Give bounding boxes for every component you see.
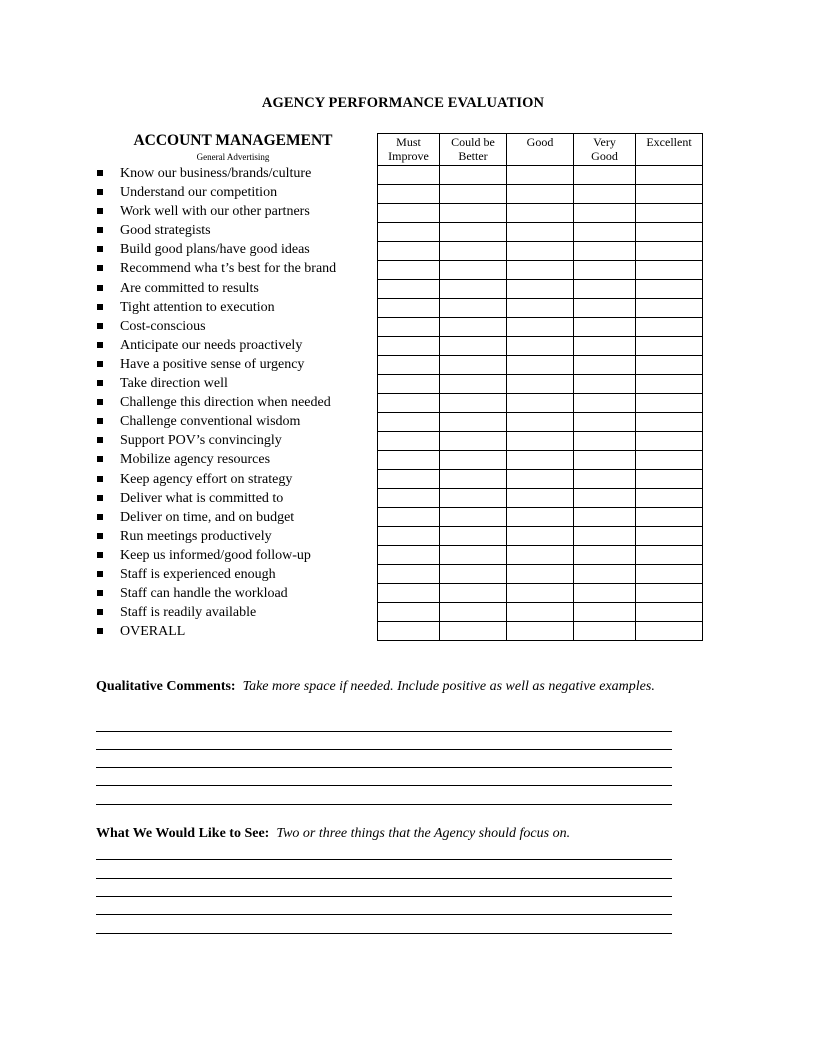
rating-row xyxy=(378,242,703,261)
rating-cell[interactable] xyxy=(636,242,703,261)
rating-cell[interactable] xyxy=(440,166,507,185)
rating-cell[interactable] xyxy=(440,565,507,584)
rating-cell[interactable] xyxy=(378,546,440,565)
rating-row xyxy=(378,261,703,280)
rating-row xyxy=(378,204,703,223)
rating-cell[interactable] xyxy=(507,603,574,622)
criteria-item xyxy=(96,508,376,527)
rating-cell[interactable] xyxy=(636,508,703,527)
criteria-item xyxy=(96,279,376,298)
rating-cell[interactable] xyxy=(440,432,507,451)
bullet-icon xyxy=(97,189,103,195)
rating-cell[interactable] xyxy=(378,413,440,432)
rating-row xyxy=(378,470,703,489)
rating-column-label-line1: Good xyxy=(526,135,554,149)
criteria-item xyxy=(96,164,376,183)
rating-cell[interactable] xyxy=(507,356,574,375)
criteria-item xyxy=(96,584,376,603)
rating-cell[interactable] xyxy=(378,356,440,375)
criteria-label: Know our business/brands/culture xyxy=(120,166,312,181)
criteria-label: Keep agency effort on strategy xyxy=(120,471,293,487)
criteria-label: Are committed to results xyxy=(120,280,259,296)
qualitative-instruction: Take more space if needed. Include positive as well as negative examples. xyxy=(242,679,655,694)
rating-cell[interactable] xyxy=(507,261,574,280)
rating-cell[interactable] xyxy=(574,546,636,565)
rating-row xyxy=(378,508,703,527)
bullet-icon xyxy=(97,399,103,405)
rating-cell[interactable] xyxy=(636,394,703,413)
rating-cell[interactable] xyxy=(574,451,636,470)
rating-cell[interactable] xyxy=(440,508,507,527)
rating-cell[interactable] xyxy=(574,432,636,451)
rating-cell[interactable] xyxy=(636,546,703,565)
rating-cell[interactable] xyxy=(440,489,507,508)
rating-cell[interactable] xyxy=(507,166,574,185)
rating-cell[interactable] xyxy=(440,223,507,242)
rating-cell[interactable] xyxy=(507,527,574,546)
bullet-icon xyxy=(97,323,103,329)
rating-cell[interactable] xyxy=(378,584,440,603)
rating-cell[interactable] xyxy=(636,470,703,489)
rating-cell[interactable] xyxy=(574,204,636,223)
criteria-label: Build good plans/have good ideas xyxy=(120,242,310,258)
rating-row xyxy=(378,375,703,394)
bullet-icon xyxy=(97,361,103,367)
rating-cell[interactable] xyxy=(378,223,440,242)
rating-column-label-line1: Could be xyxy=(451,135,495,149)
bullet-icon xyxy=(97,533,103,539)
rating-cell[interactable] xyxy=(507,299,574,318)
rating-cell[interactable] xyxy=(440,603,507,622)
rating-cell[interactable] xyxy=(574,394,636,413)
criteria-label: Good strategists xyxy=(120,223,211,239)
bullet-icon xyxy=(97,571,103,577)
focus-line[interactable] xyxy=(96,933,672,934)
rating-row xyxy=(378,337,703,356)
comment-line[interactable] xyxy=(96,731,672,732)
rating-cell[interactable] xyxy=(440,470,507,489)
rating-cell[interactable] xyxy=(378,394,440,413)
rating-cell[interactable] xyxy=(440,280,507,299)
rating-cell[interactable] xyxy=(378,337,440,356)
rating-cell[interactable] xyxy=(378,204,440,223)
rating-cell[interactable] xyxy=(507,470,574,489)
rating-cell[interactable] xyxy=(507,451,574,470)
rating-cell[interactable] xyxy=(507,337,574,356)
rating-cell[interactable] xyxy=(440,451,507,470)
rating-cell[interactable] xyxy=(636,413,703,432)
criteria-label: Deliver what is committed to xyxy=(120,490,284,506)
rating-cell[interactable] xyxy=(574,622,636,641)
rating-cell[interactable] xyxy=(378,508,440,527)
bullet-icon xyxy=(97,265,103,271)
rating-cell[interactable] xyxy=(440,337,507,356)
rating-cell[interactable] xyxy=(574,584,636,603)
rating-cell[interactable] xyxy=(507,413,574,432)
rating-cell[interactable] xyxy=(440,546,507,565)
rating-cell[interactable] xyxy=(378,261,440,280)
criteria-item xyxy=(96,221,376,240)
rating-cell[interactable] xyxy=(378,565,440,584)
rating-cell[interactable] xyxy=(507,185,574,204)
rating-cell[interactable] xyxy=(636,261,703,280)
rating-cell[interactable] xyxy=(636,299,703,318)
criteria-item xyxy=(96,298,376,317)
rating-cell[interactable] xyxy=(636,318,703,337)
bullet-icon xyxy=(97,285,103,291)
bullet-icon xyxy=(97,380,103,386)
criteria-list xyxy=(96,164,376,641)
comment-line[interactable] xyxy=(96,804,672,805)
criteria-label: Mobilize agency resources xyxy=(120,452,271,468)
bullet-icon xyxy=(97,170,103,176)
rating-cell[interactable] xyxy=(440,413,507,432)
rating-cell[interactable] xyxy=(636,527,703,546)
rating-cell[interactable] xyxy=(378,242,440,261)
qualitative-comments xyxy=(96,678,686,696)
rating-row xyxy=(378,413,703,432)
rating-cell[interactable] xyxy=(574,603,636,622)
rating-cell[interactable] xyxy=(574,470,636,489)
rating-cell[interactable] xyxy=(507,318,574,337)
bullet-icon xyxy=(97,628,103,634)
criteria-label: Work well with our other partners xyxy=(120,204,310,220)
rating-cell[interactable] xyxy=(636,603,703,622)
rating-row xyxy=(378,280,703,299)
section-title: ACCOUNT MANAGEMENT xyxy=(133,132,333,149)
qualitative-label: Qualitative Comments: xyxy=(96,679,236,694)
comment-line[interactable] xyxy=(96,785,672,786)
rating-cell[interactable] xyxy=(636,565,703,584)
rating-cell[interactable] xyxy=(574,508,636,527)
rating-cell[interactable] xyxy=(574,299,636,318)
criteria-label: Challenge this direction when needed xyxy=(120,395,331,411)
criteria-item xyxy=(96,393,376,412)
rating-cell[interactable] xyxy=(440,394,507,413)
rating-column-label-line1: Very xyxy=(593,135,616,149)
rating-cell[interactable] xyxy=(378,451,440,470)
criteria-label: Staff is experienced enough xyxy=(120,566,276,582)
focus-line[interactable] xyxy=(96,859,672,860)
criteria-item xyxy=(96,489,376,508)
criteria-item xyxy=(96,431,376,450)
rating-cell[interactable] xyxy=(574,166,636,185)
see-instruction: Two or three things that the Agency should focus on. xyxy=(276,826,571,841)
criteria-label: Deliver on time, and on budget xyxy=(120,509,295,525)
bullet-icon xyxy=(97,590,103,596)
rating-cell[interactable] xyxy=(440,299,507,318)
comment-line[interactable] xyxy=(96,749,672,750)
rating-cell[interactable] xyxy=(507,394,574,413)
rating-column-header xyxy=(378,134,440,166)
rating-row xyxy=(378,432,703,451)
rating-cell[interactable] xyxy=(507,204,574,223)
rating-cell[interactable] xyxy=(636,223,703,242)
what-we-would-like-to-see xyxy=(96,825,716,843)
rating-cell[interactable] xyxy=(507,546,574,565)
criteria-label: Tight attention to execution xyxy=(120,299,275,315)
rating-cell[interactable] xyxy=(574,565,636,584)
rating-cell[interactable] xyxy=(378,185,440,204)
rating-cell[interactable] xyxy=(440,622,507,641)
rating-cell[interactable] xyxy=(440,375,507,394)
bullet-icon xyxy=(97,456,103,462)
criteria-label: Challenge conventional wisdom xyxy=(120,414,301,430)
rating-cell[interactable] xyxy=(636,185,703,204)
rating-row xyxy=(378,318,703,337)
see-label: What We Would Like to See: xyxy=(96,826,270,841)
rating-column-header xyxy=(574,134,636,166)
bullet-icon xyxy=(97,609,103,615)
criteria-item xyxy=(96,183,376,202)
rating-cell[interactable] xyxy=(378,527,440,546)
rating-row xyxy=(378,166,703,185)
bullet-icon xyxy=(97,437,103,443)
rating-header-row xyxy=(378,134,703,166)
rating-column-label-line2: Good xyxy=(591,149,618,163)
rating-cell[interactable] xyxy=(636,622,703,641)
criteria-label: Have a positive sense of urgency xyxy=(120,356,305,372)
criteria-label: Support POV’s convincingly xyxy=(120,433,282,449)
rating-cell[interactable] xyxy=(440,318,507,337)
rating-cell[interactable] xyxy=(574,318,636,337)
criteria-item xyxy=(96,412,376,431)
rating-cell[interactable] xyxy=(378,318,440,337)
rating-cell[interactable] xyxy=(507,584,574,603)
bullet-icon xyxy=(97,227,103,233)
rating-cell[interactable] xyxy=(574,261,636,280)
rating-cell[interactable] xyxy=(440,185,507,204)
rating-cell[interactable] xyxy=(378,166,440,185)
rating-column-header xyxy=(440,134,507,166)
rating-cell[interactable] xyxy=(440,584,507,603)
rating-cell[interactable] xyxy=(378,489,440,508)
rating-cell[interactable] xyxy=(440,242,507,261)
bullet-icon xyxy=(97,304,103,310)
rating-cell[interactable] xyxy=(636,280,703,299)
rating-cell[interactable] xyxy=(636,337,703,356)
rating-cell[interactable] xyxy=(440,204,507,223)
criteria-item xyxy=(96,450,376,469)
section-subtitle: General Advertising xyxy=(196,152,270,162)
rating-column-header xyxy=(507,134,574,166)
criteria-item xyxy=(96,603,376,622)
rating-cell[interactable] xyxy=(507,280,574,299)
rating-cell[interactable] xyxy=(636,166,703,185)
criteria-item xyxy=(96,546,376,565)
criteria-label: Anticipate our needs proactively xyxy=(120,337,303,353)
rating-cell[interactable] xyxy=(507,242,574,261)
criteria-label: Staff is readily available xyxy=(120,605,257,621)
rating-row xyxy=(378,185,703,204)
rating-cell[interactable] xyxy=(378,375,440,394)
bullet-icon xyxy=(97,476,103,482)
rating-column-label-line1: Excellent xyxy=(646,135,692,149)
rating-cell[interactable] xyxy=(440,356,507,375)
rating-cell[interactable] xyxy=(636,375,703,394)
rating-row xyxy=(378,394,703,413)
comment-line[interactable] xyxy=(96,767,672,768)
bullet-icon xyxy=(97,342,103,348)
rating-cell[interactable] xyxy=(574,223,636,242)
rating-cell[interactable] xyxy=(636,451,703,470)
bullet-icon xyxy=(97,514,103,520)
rating-row xyxy=(378,356,703,375)
rating-row xyxy=(378,223,703,242)
rating-row xyxy=(378,584,703,603)
criteria-item xyxy=(96,355,376,374)
criteria-item xyxy=(96,470,376,489)
rating-cell[interactable] xyxy=(574,356,636,375)
rating-cell[interactable] xyxy=(507,508,574,527)
rating-cell[interactable] xyxy=(574,242,636,261)
rating-row xyxy=(378,565,703,584)
rating-cell[interactable] xyxy=(574,413,636,432)
rating-cell[interactable] xyxy=(378,622,440,641)
rating-cell[interactable] xyxy=(574,280,636,299)
rating-cell[interactable] xyxy=(507,622,574,641)
rating-cell[interactable] xyxy=(574,185,636,204)
rating-cell[interactable] xyxy=(378,470,440,489)
criteria-item xyxy=(96,317,376,336)
rating-cell[interactable] xyxy=(378,432,440,451)
bullet-icon xyxy=(97,418,103,424)
focus-line[interactable] xyxy=(96,878,672,879)
rating-row xyxy=(378,451,703,470)
bullet-icon xyxy=(97,208,103,214)
bullet-icon xyxy=(97,246,103,252)
page-title: AGENCY PERFORMANCE EVALUATION xyxy=(261,95,545,111)
rating-column-label-line1: Must xyxy=(396,135,421,149)
criteria-label: Staff can handle the workload xyxy=(120,586,288,602)
rating-row xyxy=(378,546,703,565)
rating-row xyxy=(378,489,703,508)
criteria-label: Cost-conscious xyxy=(120,318,206,334)
rating-cell[interactable] xyxy=(636,584,703,603)
rating-row xyxy=(378,299,703,318)
rating-cell[interactable] xyxy=(378,280,440,299)
criteria-item xyxy=(96,240,376,259)
criteria-item xyxy=(96,565,376,584)
criteria-label: Recommend wha t’s best for the brand xyxy=(120,261,337,277)
criteria-item xyxy=(96,336,376,355)
rating-cell[interactable] xyxy=(574,337,636,356)
rating-cell[interactable] xyxy=(507,489,574,508)
criteria-item xyxy=(96,259,376,278)
rating-cell[interactable] xyxy=(440,527,507,546)
criteria-item xyxy=(96,374,376,393)
rating-cell[interactable] xyxy=(507,223,574,242)
rating-cell[interactable] xyxy=(378,299,440,318)
rating-column-label-line2: Improve xyxy=(388,149,429,163)
rating-column-label-line2: Better xyxy=(458,149,488,163)
criteria-label: Keep us informed/good follow-up xyxy=(120,547,311,563)
rating-cell[interactable] xyxy=(636,432,703,451)
criteria-item xyxy=(96,527,376,546)
rating-column-header xyxy=(636,134,703,166)
rating-cell[interactable] xyxy=(574,527,636,546)
bullet-icon xyxy=(97,495,103,501)
rating-row xyxy=(378,622,703,641)
rating-grid xyxy=(377,133,703,641)
criteria-item xyxy=(96,622,376,641)
rating-cell[interactable] xyxy=(507,375,574,394)
rating-cell[interactable] xyxy=(574,489,636,508)
rating-row xyxy=(378,527,703,546)
rating-cell[interactable] xyxy=(636,489,703,508)
rating-cell[interactable] xyxy=(636,204,703,223)
focus-line[interactable] xyxy=(96,896,672,897)
rating-cell[interactable] xyxy=(507,565,574,584)
criteria-label: Understand our competition xyxy=(120,185,278,201)
rating-cell[interactable] xyxy=(636,356,703,375)
rating-cell[interactable] xyxy=(440,261,507,280)
rating-cell[interactable] xyxy=(378,603,440,622)
rating-cell[interactable] xyxy=(507,432,574,451)
criteria-label: Run meetings productively xyxy=(120,528,272,544)
rating-cell[interactable] xyxy=(574,375,636,394)
criteria-label: Take direction well xyxy=(120,376,228,392)
focus-line[interactable] xyxy=(96,914,672,915)
rating-row xyxy=(378,603,703,622)
bullet-icon xyxy=(97,552,103,558)
criteria-item xyxy=(96,202,376,221)
criteria-label: OVERALL xyxy=(120,624,186,640)
